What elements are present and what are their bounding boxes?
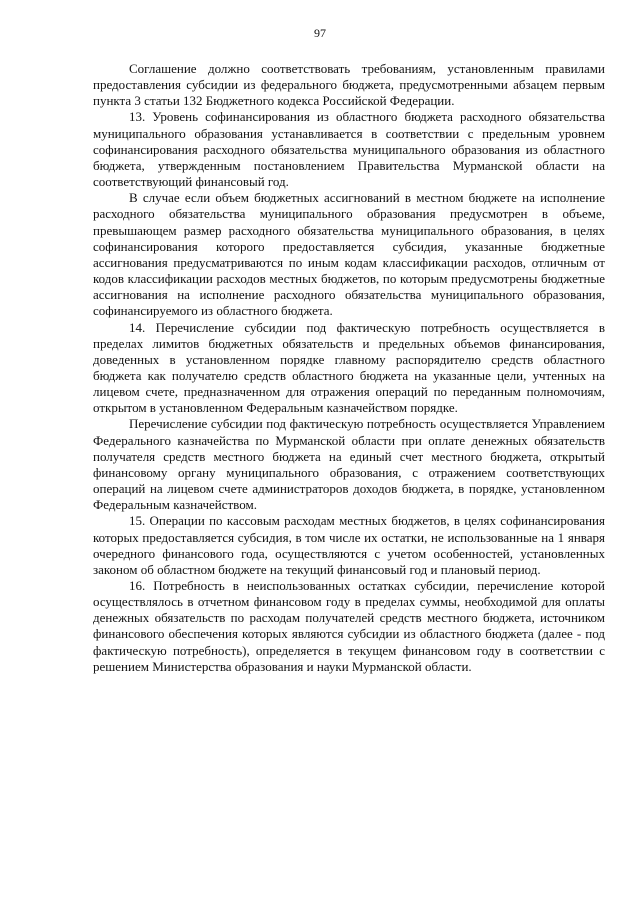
paragraph-agreement-requirements: Соглашение должно соответствовать требованиям, установленным правилами предоставления субсидии из федерального бюджета, предусмотренными абзацем первым пункта 3 статьи 132 Бюджетного кодекса Российской Федерации. [93,61,605,109]
document-body [93,61,605,675]
paragraph-excess-allocations: В случае если объем бюджетных ассигнований в местном бюджете на исполнение расходного обязательства муниципального образования предусмотрен в объеме, превышающем размер расходного обязательства муниципального образования, в целях софинансирования которого предоставляется субсидия, указанные бюджетные ассигнования предусматриваются по иным кодам классификации расходов, отличным от кодов классификации расходов местных бюджетов, по которым предусмотрены бюджетные ассигнования на исполнение расходного обязательства муниципального образования, софинансируемого из областного бюджета. [93,190,605,319]
page-number: 97 [314,26,326,40]
paragraph-14-subsidy-transfer: 14. Перечисление субсидии под фактическую потребность осуществляется в пределах лимитов бюджетных обязательств и предельных объемов финансирования, доведенных в установленном порядке главному распорядителю средств областного бюджета как получателю средств областного бюджета на указанные цели, учтенных на лицевом счете, предназначенном для отражения операций по переданным полномочиям, открытом в установленном Федеральным казначейством порядке. [93,319,605,416]
paragraph-13-cofinancing-level: 13. Уровень софинансирования из областного бюджета расходного обязательства муниципального образования устанавливается в соответствии с предельным уровнем софинансирования расходного обязательства муниципального образования из областного бюджета, утвержденным постановлением Правительства Мурманской области на соответствующий финансовый год. [93,109,605,190]
paragraph-treasury-transfer: Перечисление субсидии под фактическую потребность осуществляется Управлением Федерального казначейства по Мурманской области при оплате денежных обязательств получателя средств местного бюджета на единый счет местного бюджета, открытый финансовому органу муниципального образования, с отражением соответствующих операций на лицевом счете администраторов доходов бюджета, в порядке, установленном Федеральным казначейством. [93,416,605,513]
paragraph-16-unused-balances: 16. Потребность в неиспользованных остатках субсидии, перечисление которой осуществлялось в отчетном финансовом году в пределах суммы, необходимой для оплаты денежных обязательств по расходам получателей средств местного бюджета, источником финансового обеспечения которых являются субсидии из областного бюджета (далее - под фактическую потребность), определяется в текущем финансовом году в соответствии с решением Министерства образования и науки Мурманской области. [93,578,605,674]
paragraph-15-cash-operations: 15. Операции по кассовым расходам местных бюджетов, в целях софинансирования которых предоставляется субсидия, в том числе их остатки, не использованные на 1 января очередного финансового года, осуществляются с учетом особенностей, установленных законом об областном бюджете на текущий финансовый год и плановый период. [93,513,605,577]
